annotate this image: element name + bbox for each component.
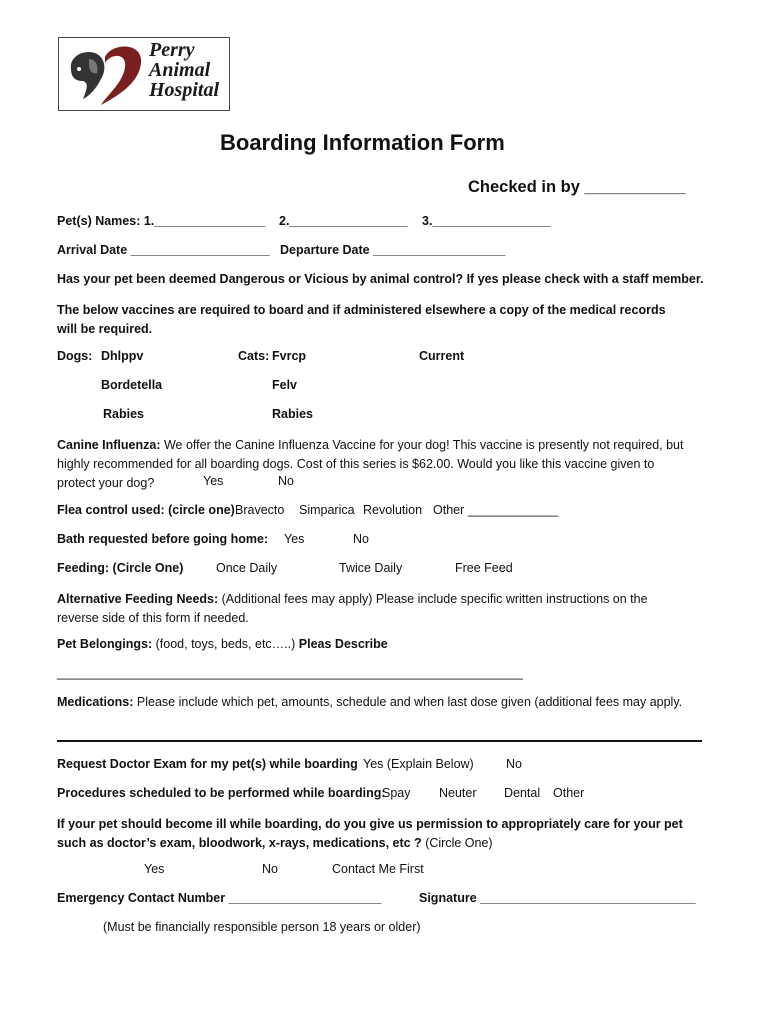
- hospital-logo: [58, 37, 230, 111]
- ill-option-contact[interactable]: Contact Me First: [332, 862, 424, 876]
- feeding-option-once[interactable]: Once Daily: [216, 561, 278, 575]
- ill-permission-paragraph: [57, 815, 687, 853]
- ill-circle-one: (Circle One): [425, 836, 493, 850]
- cat-vaccine-fvrcp: Fvrcp: [272, 349, 307, 363]
- belongings-text: (food, toys, beds, etc…..): [155, 637, 296, 651]
- cat-vaccine-felv: Felv: [272, 378, 298, 392]
- canine-influenza-paragraph: [57, 436, 687, 493]
- dog-vaccine-rabies: Rabies: [103, 407, 144, 421]
- flea-option-simparica[interactable]: Simparica: [299, 503, 355, 517]
- doctor-exam-no-option[interactable]: No: [506, 757, 522, 771]
- bath-yes-option[interactable]: Yes: [284, 532, 305, 546]
- logo-line-perry: Perry: [149, 39, 195, 61]
- dangerous-question: Has your pet been deemed Dangerous or Vicious by animal control? If yes please check with a staff member.: [57, 272, 704, 286]
- departure-date-field[interactable]: Departure Date ___________________: [280, 243, 506, 257]
- doctor-exam-label: Request Doctor Exam for my pet(s) while boarding: [57, 757, 358, 771]
- checked-in-field[interactable]: Checked in by ___________: [468, 178, 686, 196]
- emergency-contact-field[interactable]: Emergency Contact Number ______________________: [57, 891, 382, 905]
- logo-line-animal: Animal: [149, 59, 211, 81]
- canine-influenza-text: We offer the Canine Influenza Vaccine for your dog! This vaccine is presently not required, but highly recommended for all boarding dogs. Cost of this series is $62.00. Would you like this vaccine given to protect your dog?: [57, 438, 684, 490]
- flea-option-other[interactable]: Other _____________: [433, 503, 559, 517]
- signature-field[interactable]: Signature _______________________________: [419, 891, 696, 905]
- influenza-no-option[interactable]: No: [278, 474, 294, 488]
- pet-name-3-field[interactable]: 3._________________: [422, 214, 551, 228]
- bath-no-option[interactable]: No: [353, 532, 369, 546]
- arrival-date-field[interactable]: Arrival Date ____________________: [57, 243, 270, 257]
- belongings-line[interactable]: ___________________________________________________________________: [57, 666, 523, 680]
- ill-permission-text: If your pet should become ill while boarding, do you give us permission to appropriately care for your pet such as doctor’s exam, bloodwork, x-rays, medications, etc ?: [57, 817, 683, 850]
- procedure-option-dental[interactable]: Dental: [504, 786, 541, 800]
- vaccines-note: The below vaccines are required to board and if administered elsewhere a copy of the medical records will be required.: [57, 303, 666, 336]
- medications-row: [57, 695, 682, 709]
- feeding-label: Feeding: (Circle One): [57, 561, 184, 575]
- dog-vaccine-bordetella: Bordetella: [101, 378, 163, 392]
- procedure-option-spay[interactable]: Spay: [382, 786, 411, 800]
- pet-name-1-field[interactable]: Pet(s) Names: 1.________________: [57, 214, 266, 228]
- ill-option-no[interactable]: No: [262, 862, 278, 876]
- alt-feeding-label: Alternative Feeding Needs:: [57, 592, 219, 606]
- flea-option-revolution[interactable]: Revolution: [363, 503, 423, 517]
- doctor-exam-yes-option[interactable]: Yes (Explain Below): [363, 757, 474, 771]
- cat-vaccine-rabies: Rabies: [272, 407, 313, 421]
- belongings-row: [57, 637, 388, 651]
- current-label: Current: [419, 349, 465, 363]
- flea-option-bravecto[interactable]: Bravecto: [235, 503, 285, 517]
- dog-vaccine-dhlppv: Dhlppv: [101, 349, 144, 363]
- procedure-option-neuter[interactable]: Neuter: [439, 786, 477, 800]
- flea-control-label: Flea control used: (circle one): [57, 503, 235, 517]
- medications-text: Please include which pet, amounts, schedule and when last dose given (additional fees may apply.: [136, 695, 683, 709]
- cats-label: Cats:: [238, 349, 270, 363]
- dogs-label: Dogs:: [57, 349, 93, 363]
- medications-line[interactable]: [57, 740, 702, 742]
- medications-label: Medications:: [57, 695, 134, 709]
- alt-feeding-paragraph: [57, 590, 687, 628]
- procedures-label: Procedures scheduled to be performed while boarding:: [57, 786, 386, 800]
- belongings-label: Pet Belongings:: [57, 637, 153, 651]
- belongings-describe: Pleas Describe: [298, 637, 388, 651]
- alt-feeding-text: (Additional fees may apply) Please include specific written instructions on the reverse side of this form if needed.: [57, 592, 648, 625]
- ill-option-yes[interactable]: Yes: [144, 862, 165, 876]
- feeding-option-twice[interactable]: Twice Daily: [339, 561, 403, 575]
- form-title: Boarding Information Form: [220, 130, 505, 155]
- logo-text: [149, 40, 219, 100]
- feeding-option-free[interactable]: Free Feed: [455, 561, 513, 575]
- canine-influenza-label: Canine Influenza:: [57, 438, 161, 452]
- responsible-note: (Must be financially responsible person 18 years or older): [103, 920, 421, 934]
- pet-name-2-field[interactable]: 2._________________: [279, 214, 408, 228]
- procedure-option-other[interactable]: Other: [553, 786, 585, 800]
- influenza-yes-option[interactable]: Yes: [203, 474, 224, 488]
- logo-line-hospital: Hospital: [149, 79, 220, 101]
- bath-label: Bath requested before going home:: [57, 532, 269, 546]
- dog-heart-logo-icon: [61, 39, 149, 109]
